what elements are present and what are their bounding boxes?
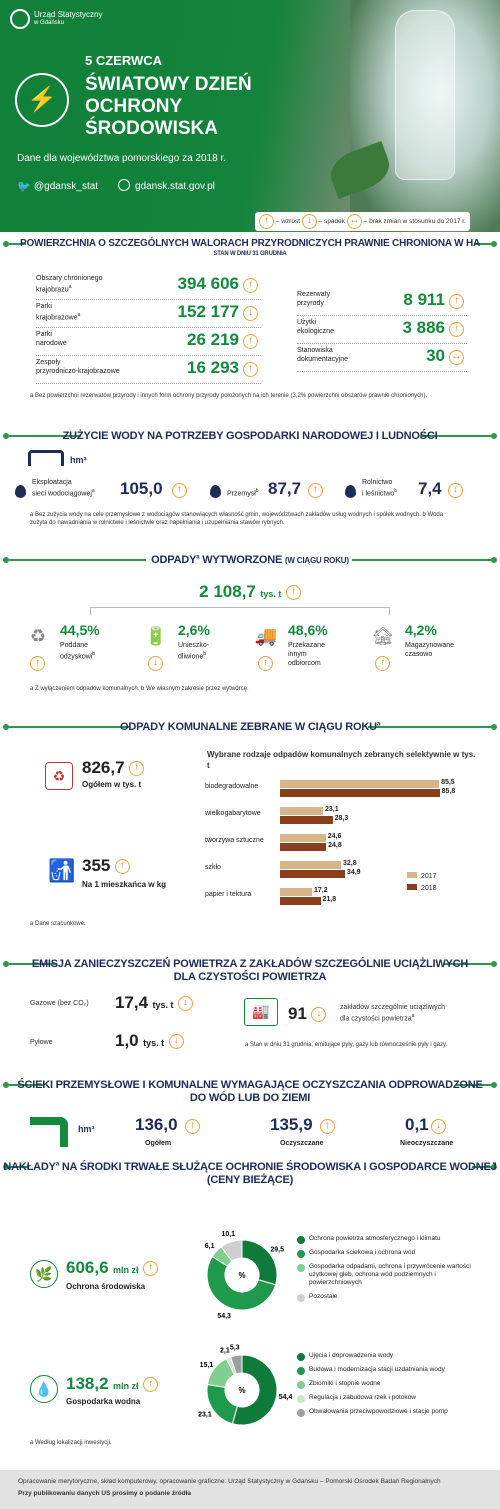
arrow-both-icon: ↔ — [449, 350, 464, 365]
water-value: 7,4 — [418, 479, 442, 498]
row-value: 152 177 — [177, 302, 239, 321]
water-drop-icon — [210, 485, 221, 498]
bar-value-label: 17,2 — [314, 887, 328, 894]
pie-slice-label: 29,5 — [270, 1246, 284, 1254]
bar-value-label: 24,6 — [327, 833, 342, 840]
footer-credits: Opracowanie merytoryczne, skład komputerowy, opracowanie graficzne: Urząd Statystyczny w Gdańsku – Pomorski Ośrodek Badań Regionalnych — [18, 1478, 441, 1485]
bottle-shape — [395, 10, 455, 180]
sewage-label: Oczyszczane — [280, 1140, 324, 1147]
protected-area-row — [297, 288, 467, 316]
arrow-up-icon: ↑ — [449, 322, 464, 337]
row-label-1: Obszary chronionego — [36, 275, 103, 282]
legend-swatch — [297, 1264, 305, 1272]
s1-right-list — [297, 288, 467, 372]
s7-title-2: (CENY BIEŻĄCE) — [206, 1174, 294, 1186]
header-banner — [0, 0, 500, 232]
dust-label: Pyłowe — [30, 1039, 53, 1046]
bar-value-label: 28,3 — [334, 815, 349, 822]
plants-label-2: dla czystości powietrza$^a$ — [340, 1013, 415, 1023]
legend-swatch — [297, 1409, 305, 1417]
pie-slice-label: 15,1 — [199, 1362, 214, 1370]
s4-per-label: Na 1 mieszkańca w kg — [82, 880, 167, 889]
waste-label-2: dliwione$^b$ — [178, 651, 207, 661]
pie-legend-item — [297, 1394, 487, 1402]
bar-value-label: 34,9 — [346, 869, 361, 876]
arrow-up-icon: ↑ — [286, 585, 301, 600]
s2-title: ZUŻYCIE WODY NA POTRZEBY GOSPODARKI NARODOWEJ I LUDNOŚCI — [62, 430, 438, 442]
twitter-handle[interactable]: @gdansk_stat — [34, 181, 99, 192]
legend-swatch — [297, 1353, 305, 1361]
row-value: 394 606 — [177, 274, 239, 293]
water-label-1: Rolnictwo — [362, 479, 393, 486]
arrow-up-icon: ↑ — [375, 656, 390, 671]
chart-category-label: tworzywa sztuczne — [205, 837, 264, 844]
s5-title-1: EMISJA ZANIECZYSZCZEŃ POWIETRZA Z ZAKŁADÓW SZCZEGÓLNIE UCIĄŻLIWYCH — [31, 958, 469, 970]
waste-percent: 48,6% — [288, 622, 328, 638]
row-value: 30 — [426, 346, 445, 365]
sewage-value: 0,1 — [405, 1115, 429, 1134]
chart-category-label: papier i tektura — [205, 891, 252, 898]
s1-left-list — [36, 272, 261, 384]
arrow-down-icon: ↓ — [302, 214, 317, 229]
waste-category-icon: ♻ — [29, 626, 47, 646]
protected-area-row — [36, 356, 261, 384]
waste-label-1: Unieszko- — [178, 642, 210, 649]
water-value: 138,2 mln zł ↑ — [66, 1374, 158, 1394]
waste-category-icon: 🔋 — [144, 626, 168, 646]
water-drop-icon — [15, 485, 26, 498]
arrow-down-icon: ↓ — [243, 306, 258, 321]
legend-label: Zbiorniki i stopnie wodne — [309, 1380, 381, 1387]
s3-items — [20, 620, 490, 680]
header-subtitle: Dane dla województwa pomorskiego za 2018 r. — [17, 153, 227, 164]
bar-2018 — [280, 789, 440, 797]
org-name-line2: w Gdańsku — [34, 20, 65, 26]
row-value: 26 219 — [187, 330, 239, 349]
s4-total-label: Ogółem w tys. t — [82, 780, 142, 789]
protected-area-row — [36, 300, 261, 328]
bar-value-label: 21,8 — [322, 896, 337, 903]
waste-percent: 44,5% — [60, 622, 100, 638]
legend-label: Ochrona powietrza atmosferycznego i klimatu — [309, 1235, 441, 1242]
org-name-line1: Urząd Statystyczny — [34, 10, 103, 19]
arrow-up-icon: ↑ — [243, 278, 258, 293]
water-label-2: sieci wodociągowej$^a$ — [32, 488, 95, 498]
s5-title-2: DLA CZYSTOŚCI POWIETRZA — [173, 971, 327, 983]
s6-unit: hm³ — [78, 1124, 95, 1134]
twitter-icon: 🐦 — [17, 181, 31, 193]
legend-label: Gospodarka odpadami, ochrona i przywrócenie wartości użytkowej gleb, ochrona wód podziemnych i powierzchniowych — [309, 1263, 471, 1286]
legend-swatch — [297, 1395, 305, 1403]
pie-center-percent: % — [238, 1386, 246, 1395]
waste-label-1: Przekazane — [288, 642, 325, 649]
waste-percent: 4,2% — [405, 622, 437, 638]
event-date: 5 CZERWCA — [85, 53, 163, 68]
protected-area-row — [297, 316, 467, 344]
arrow-both-icon: ↔ — [347, 214, 362, 229]
title-line2: OCHRONY — [85, 96, 183, 117]
legend-label: Pozostałe — [309, 1293, 338, 1300]
env-value: 606,6 mln zł ↑ — [66, 1258, 158, 1278]
pie-center-percent: % — [238, 1271, 246, 1280]
row-value: 3 886 — [402, 318, 445, 337]
sewage-value: 136,0 — [135, 1115, 178, 1134]
waste-category-icon: 🏚 — [371, 626, 395, 646]
s2-unit: hm³ — [70, 455, 87, 465]
protected-area-row — [36, 272, 261, 300]
globe-icon — [118, 179, 130, 191]
waste-label-1: Poddane — [60, 642, 89, 649]
row-label-2: przyrody — [297, 300, 324, 307]
waste-label-2: czasowo — [405, 651, 433, 658]
env-label: Ochrona środowiska — [66, 1282, 146, 1291]
chart-title: Wybrane rodzaje odpadów komunalnych zebranych selektywnie w tys. t — [207, 750, 476, 770]
bar-2017 — [280, 888, 312, 896]
s5-note: a Stan w dniu 31 grudnia; emitujące pyły, gazy lub równocześnie pyły i gazy. — [245, 1042, 448, 1048]
arrow-down-icon: ↓ — [178, 996, 193, 1011]
legend-swatch-2017 — [407, 872, 417, 878]
waste-category-icon: 🚚 — [254, 626, 278, 646]
row-label-1: Parki — [36, 303, 52, 310]
pie-slice-label: 54,3 — [217, 1313, 231, 1321]
s6-items — [120, 1115, 490, 1155]
arrow-up-icon: ↑ — [143, 1261, 158, 1276]
sewage-value: 135,9 — [270, 1115, 313, 1134]
legend-label: Obwałowania przeciwpowodziowe i stacje pomp — [309, 1408, 448, 1415]
arrow-up-icon: ↑ — [259, 214, 274, 229]
water-label-1: Przemysł$^b$ — [227, 488, 259, 498]
recycle-bin-icon: ♻ — [45, 762, 73, 790]
legend-swatch — [297, 1294, 305, 1302]
s1-note: a Bez powierzchni rezerwatów przyrody i innych form ochrony przyrody położonych na ich terenie (3,2% powierzchni obszarów prawnie chronionych). — [30, 393, 428, 399]
bar-2018 — [280, 897, 321, 905]
pie-slice-label: 54,4 — [278, 1394, 292, 1402]
waste-label-2: innym — [288, 651, 307, 658]
pie-slice-label: 10,1 — [221, 1231, 236, 1239]
arrow-down-icon: ↓ — [148, 656, 163, 671]
waste-bar-chart — [205, 770, 490, 910]
website-link[interactable]: gdansk.stat.gov.pl — [135, 181, 215, 192]
row-label-1: Stanowiska — [297, 347, 333, 354]
arrow-up-icon: ↑ — [30, 656, 45, 671]
row-value: 16 293 — [187, 358, 239, 377]
s4-per-value: 355 ↑ — [82, 856, 130, 876]
water-pie-legend — [297, 1352, 487, 1422]
bar-value-label: 85,8 — [441, 788, 456, 795]
pie-slice-label: 2,1 — [220, 1347, 230, 1355]
bar-2017 — [280, 780, 439, 788]
s6-title-1: ŚCIEKI PRZEMYSŁOWE I KOMUNALNE WYMAGAJĄCE OCZYSZCZANIA ODPROWADZONE — [17, 1079, 483, 1091]
arrow-up-icon: ↑ — [115, 859, 130, 874]
protected-area-row — [297, 344, 467, 372]
legend-swatch-2018 — [407, 884, 417, 890]
s3-title: ODPADY$^a$ WYTWORZONE (W CIĄGU ROKU) — [151, 554, 349, 566]
logo-icon — [10, 9, 30, 29]
s7-note: a Według lokalizacji inwestycji. — [30, 1440, 112, 1446]
legend-2018: 2018 — [407, 884, 437, 892]
arrow-up-icon: ↑ — [185, 1119, 200, 1134]
hand-leaf-icon: 🌿 — [30, 1260, 58, 1288]
legend-label: Regulacja i zabudowa rzek i potoków — [309, 1394, 416, 1401]
footnote-mark: a — [68, 284, 72, 290]
bar-2018 — [280, 843, 326, 851]
faucet-icon — [28, 450, 64, 466]
footnote-mark: b — [92, 651, 96, 657]
water-drop-icon — [345, 485, 356, 498]
gas-value: 17,4 tys. t ↓ — [115, 993, 193, 1013]
pie-slice-label: 6,1 — [204, 1243, 215, 1251]
sewage-label: Nieoczyszczane — [400, 1140, 454, 1147]
water-pie-chart — [192, 1340, 292, 1440]
row-label-1: Rezerwaty — [297, 291, 331, 298]
change-legend: ↑ – wzrost ↓ – spadek ↔ – brak zmian w stosunku do 2017 r. — [255, 212, 470, 231]
water-hand-icon: 💧 — [30, 1375, 58, 1403]
bar-2017 — [280, 861, 341, 869]
row-label-1: Zespoły — [36, 359, 61, 366]
arrow-up-icon: ↑ — [308, 483, 323, 498]
title-line3: ŚRODOWISKA — [85, 118, 218, 139]
footnote-mark: a — [91, 488, 95, 494]
env-pie-chart — [192, 1225, 292, 1325]
plants-value: 91 ↓ — [288, 1004, 326, 1024]
chart-category-label: biodegradowalne — [205, 783, 259, 790]
arrow-up-icon: ↑ — [243, 334, 258, 349]
pie-slice-label: 5,3 — [229, 1344, 240, 1352]
arrow-up-icon: ↑ — [449, 294, 464, 309]
s2-note-1: a Bez zużycia wody na cele przemysłowe z wodociągów stanowiących własność gmin, województwach zakładów usług wodnych i spółek wodnych. b Woda — [30, 512, 444, 518]
legend-swatch — [297, 1367, 305, 1375]
footnote-mark: b — [394, 488, 398, 494]
gas-label: Gazowe (bez CO₂) — [30, 1000, 89, 1007]
s4-title: ODPADY KOMUNALNE ZEBRANE W CIĄGU ROKU$^a$ — [120, 721, 380, 733]
pie-legend-item — [297, 1380, 487, 1388]
pie-legend-item — [297, 1293, 487, 1301]
bar-2018 — [280, 816, 333, 824]
arrow-up-icon: ↑ — [143, 1377, 158, 1392]
plug-leaf-icon: ⚡ — [15, 73, 69, 127]
s1-title: POWIERZCHNIA O SZCZEGÓLNYCH WALORACH PRZYRODNICZYCH PRAWNIE CHRONIONA W HA — [19, 238, 480, 249]
legend-swatch — [297, 1250, 305, 1258]
pie-slice-label: 23,1 — [198, 1411, 212, 1419]
legend-label: Gospodarka ściekowa i ochrona wód — [309, 1249, 416, 1256]
bar-2018 — [280, 870, 345, 878]
s3-note: a Z wyłączeniem odpadów komunalnych. b We własnym zakresie przez wytwórcę. — [30, 686, 249, 692]
bar-2017 — [280, 807, 323, 815]
title-line1: ŚWIATOWY DZIEŃ — [85, 74, 252, 95]
legend-label: Budowa i modernizacja stacji uzdatniania wody — [309, 1366, 445, 1373]
water-label: Gospodarka wodna — [66, 1397, 141, 1406]
row-label-2: dokumentacyjne — [297, 356, 348, 363]
waste-label-3: odbiorcom — [288, 660, 321, 667]
row-label-2: ekologiczne — [297, 328, 334, 335]
waste-label-2: odzyskowi$^b$ — [60, 651, 96, 661]
water-label-2: i leśnictwo$^b$ — [362, 488, 398, 498]
dust-value: 1,0 tys. t ↓ — [115, 1031, 184, 1051]
bar-value-label: 85,5 — [441, 779, 455, 786]
chart-category-label: wielkogabarytowe — [205, 810, 261, 817]
pie-legend-item — [297, 1366, 487, 1374]
arrow-up-icon: ↑ — [258, 656, 273, 671]
row-value: 8 911 — [403, 290, 445, 309]
bar-2017 — [280, 834, 326, 842]
plants-label-1: zakładów szczególnie uciążliwych — [340, 1004, 446, 1011]
pie-legend-item — [297, 1249, 487, 1257]
s3-total: 2 108,7 tys. t ↑ — [0, 582, 500, 602]
waste-percent: 2,6% — [178, 622, 210, 638]
row-label-1: Parki — [36, 331, 52, 338]
pipe-outflow-icon — [30, 1117, 68, 1147]
bar-value-label: 32,8 — [343, 860, 357, 867]
s4-note: a Dane szacunkowe. — [30, 921, 86, 927]
arrow-down-icon: ↓ — [169, 1034, 184, 1049]
arrow-up-icon: ↑ — [243, 362, 258, 377]
pie-legend-item — [297, 1263, 487, 1287]
arrow-up-icon: ↑ — [172, 483, 187, 498]
arrow-up-icon: ↑ — [320, 1119, 335, 1134]
water-value: 87,7 — [268, 479, 302, 498]
arrow-down-icon: ↓ — [311, 1007, 326, 1022]
footer-source-note: Przy publikowaniu danych US prosimy o podanie źródła — [18, 1490, 191, 1497]
water-value: 105,0 — [120, 479, 163, 498]
bar-value-label: 24,8 — [328, 842, 342, 849]
s2-items — [10, 477, 490, 507]
factory-smoke-icon: 🏭 — [244, 998, 278, 1026]
row-label-2: narodowe — [36, 340, 67, 347]
legend-2017: 2017 — [407, 872, 437, 880]
legend-swatch — [297, 1236, 305, 1244]
row-label-2: krajobrazu$^a$ — [36, 284, 72, 294]
footnote-mark: b — [203, 651, 207, 657]
legend-label: Ujęcia i doprowadzenia wody — [309, 1352, 394, 1359]
bar-value-label: 23,1 — [324, 806, 339, 813]
pie-legend-item — [297, 1235, 487, 1243]
arrow-down-icon: ↓ — [448, 483, 463, 498]
waste-label-1: Magazynowane — [405, 642, 455, 649]
row-label-2: przyrodniczo-krajobrazowe — [36, 368, 120, 375]
s1-subtitle: STAN W DNIU 31 GRUDNIA — [213, 251, 287, 257]
row-label-2: krajobrazowe$^a$ — [36, 312, 81, 322]
pie-legend-item — [297, 1352, 487, 1360]
s2-note-2: zużyta do nawadniania w rolnictwie i leśnictwie oraz napełniania i uzupełniania stawów rybnych. — [30, 520, 285, 526]
person-trash-icon: 🚮 — [48, 858, 76, 883]
sewage-label: Ogółem — [145, 1140, 172, 1147]
pie-legend-item — [297, 1408, 487, 1416]
s7-title-1: NAKŁADY$^a$ NA ŚRODKI TRWAŁE SŁUŻĄCE OCHRONIE ŚRODOWISKA I GOSPODARCE WODNEJ — [3, 1161, 497, 1173]
s6-title-2: DO WÓD LUB DO ZIEMI — [189, 1092, 311, 1104]
s3-total-line — [90, 607, 390, 615]
chart-category-label: szkło — [205, 864, 221, 871]
s4-total-value: 826,7 ↑ — [82, 758, 144, 778]
env-pie-legend — [297, 1235, 487, 1307]
protected-area-row — [36, 328, 261, 356]
footnote-mark: b — [255, 488, 259, 494]
legend-swatch — [297, 1381, 305, 1389]
row-label-1: Użytki — [297, 319, 317, 326]
footnote-mark: a — [77, 312, 81, 318]
arrow-up-icon: ↑ — [129, 761, 144, 776]
arrow-down-icon: ↓ — [431, 1119, 446, 1134]
water-label-1: Eksploatacja — [32, 479, 72, 486]
